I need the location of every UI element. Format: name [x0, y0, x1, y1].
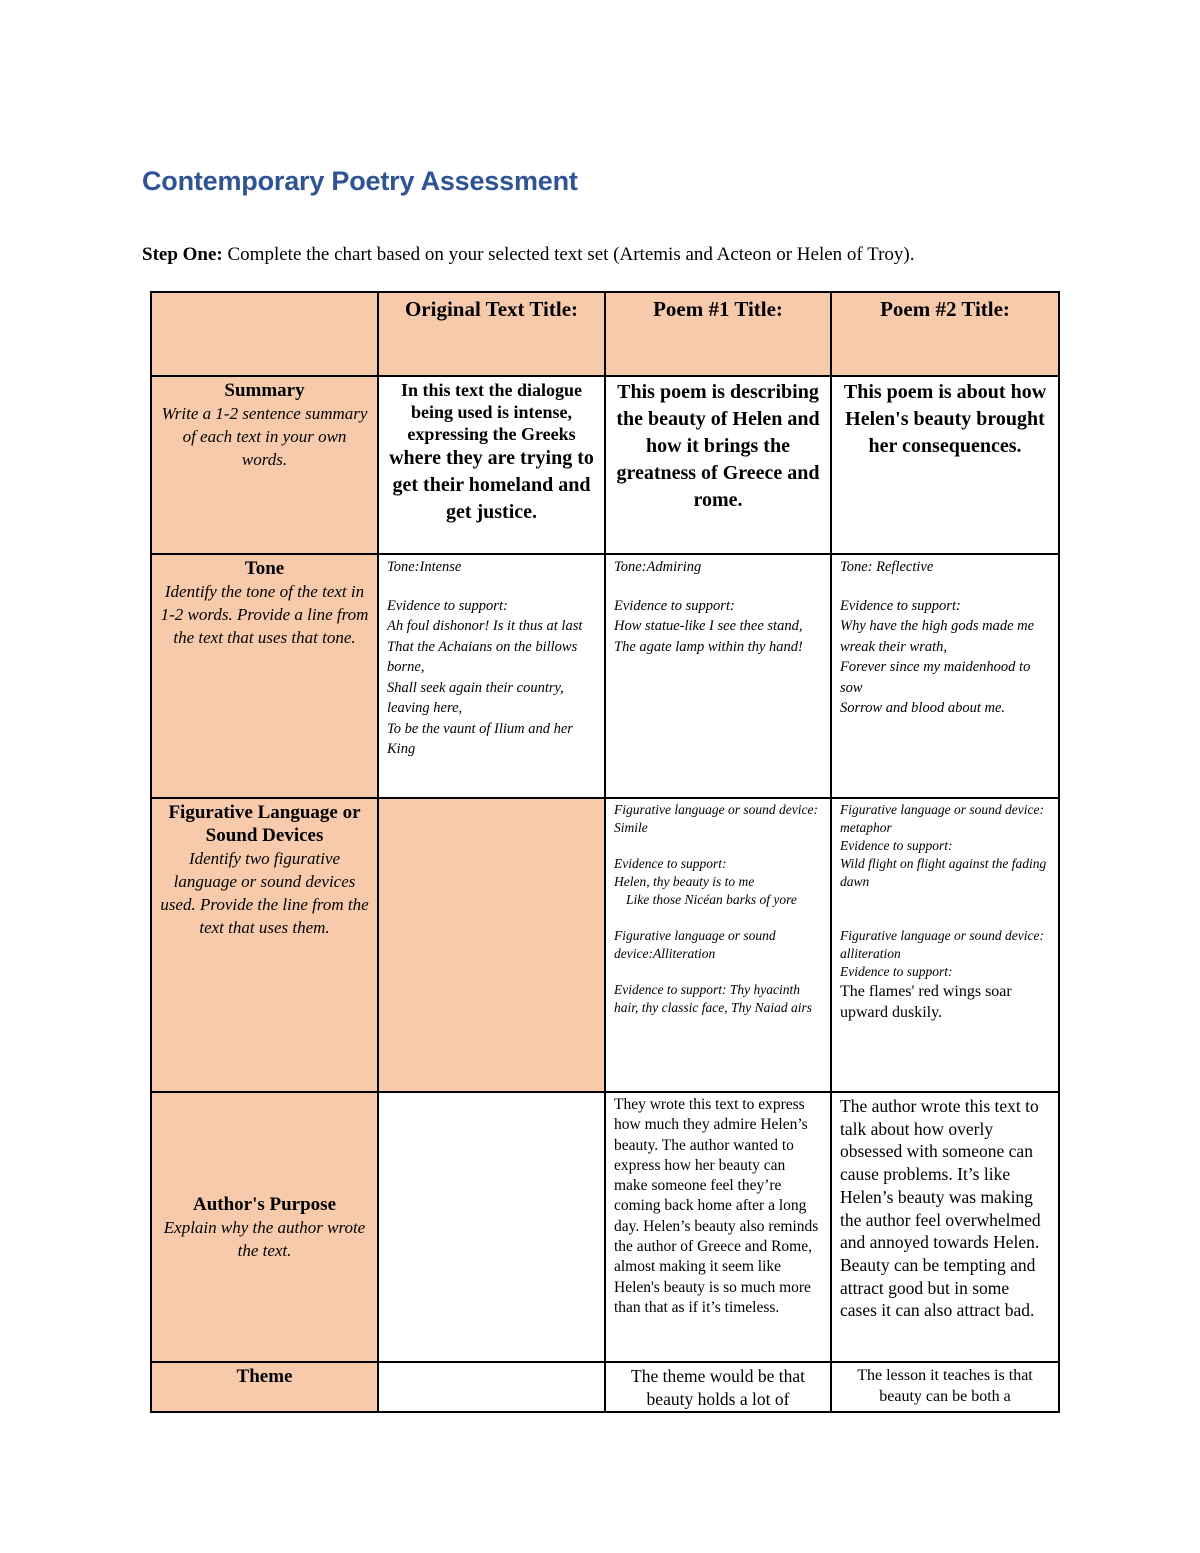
tone-poem1-line: The agate lamp within thy hand! — [614, 638, 803, 655]
tone-original-tone: Tone:Intense — [387, 559, 462, 575]
figurative-poem2-device2-label: Figurative language or sound device: — [840, 928, 1044, 943]
tone-poem2-line: Sorrow and blood about me. — [840, 700, 1006, 716]
theme-original-cell — [378, 1362, 605, 1412]
tone-poem2-line: Why have the high gods made me wreak their wrath, — [840, 618, 1035, 655]
summary-description: Write a 1-2 sentence summary of each text in your own words. — [161, 404, 368, 469]
tone-poem2-line: Forever since my maidenhood to sow — [840, 659, 1031, 696]
figurative-poem2-evidence2: The flames' red wings soar upward duskily. — [840, 983, 1012, 1021]
step-one-instructions — [142, 244, 915, 266]
figurative-poem2-evidence1: Wild flight on flight against the fading dawn — [840, 856, 1047, 889]
figurative-poem2-evidence1-label: Evidence to support: — [840, 838, 953, 853]
tone-poem2-tone: Tone: Reflective — [840, 559, 934, 575]
figurative-poem1-cell — [605, 798, 831, 1092]
summary-poem2-cell: This poem is about how Helen's beauty brought her consequences. — [831, 376, 1059, 554]
header-poem1-title: Poem #1 Title: — [605, 292, 831, 376]
summary-poem1-cell: This poem is describing the beauty of Helen and how it brings the greatness of Greece and rome. — [605, 376, 831, 554]
figurative-poem2-device1-label: Figurative language or sound device: — [840, 802, 1044, 817]
tone-original-line: Ah foul dishonor! Is it thus at last — [387, 618, 583, 634]
assessment-chart — [150, 291, 1060, 1413]
theme-poem1-text: The theme would be that beauty holds a lot of — [631, 1366, 805, 1409]
figurative-poem1-device1: Figurative language or sound device: Simile — [614, 802, 818, 835]
header-corner-cell — [151, 292, 378, 376]
theme-poem2-cell — [831, 1362, 1059, 1412]
figurative-poem1-evidence1-line1: Helen, thy beauty is to me — [614, 874, 755, 889]
purpose-description: Explain why the author wrote the text. — [163, 1217, 366, 1260]
tone-original-cell — [378, 554, 605, 798]
theme-poem1-cell — [605, 1362, 831, 1412]
tone-poem1-cell — [605, 554, 831, 798]
figurative-label: Figurative Language or Sound Devices — [168, 802, 361, 846]
tone-row — [151, 554, 1059, 798]
figurative-label-cell — [151, 798, 378, 1092]
summary-label: Summary — [224, 380, 305, 401]
purpose-row — [151, 1092, 1059, 1362]
figurative-original-cell — [378, 798, 605, 1092]
summary-original-part1: In this text the dialogue being used is intense, expressing the Greeks — [400, 380, 582, 444]
summary-label-cell — [151, 376, 378, 554]
figurative-poem1-evidence1-line2: Like those Nicéan barks of yore — [626, 892, 797, 907]
summary-original-cell — [378, 376, 605, 554]
step-label: Step One: — [142, 244, 223, 265]
theme-row — [151, 1362, 1059, 1412]
tone-original-line: Shall seek again their country, leaving here, — [387, 679, 564, 716]
tone-label: Tone — [244, 558, 285, 579]
figurative-poem2-cell — [831, 798, 1059, 1092]
purpose-label: Author's Purpose — [192, 1193, 337, 1215]
figurative-poem2-evidence2-label: Evidence to support: — [840, 964, 953, 979]
tone-poem1-line: How statue-like I see thee stand, — [614, 618, 803, 634]
theme-poem2-text: The lesson it teaches is that beauty can be both a — [857, 1367, 1033, 1405]
tone-poem2-cell — [831, 554, 1059, 798]
figurative-poem1-evidence2: Evidence to support: Thy hyacinth hair, thy classic face, Thy Naiad airs — [614, 982, 812, 1015]
figurative-poem1-device2: Figurative language or sound device:Alliteration — [614, 928, 776, 961]
tone-poem2-evidence-label: Evidence to support: — [840, 597, 961, 614]
purpose-original-cell — [378, 1092, 605, 1362]
tone-poem1-evidence-label: Evidence to support: — [614, 597, 735, 614]
figurative-poem2-device1-value: metaphor — [840, 820, 892, 835]
figurative-poem2-device2-value: alliteration — [840, 946, 901, 961]
tone-description: Identify the tone of the text in 1-2 words. Provide a line from the text that uses that tone. — [160, 582, 369, 647]
summary-original-part2: where they are trying to get their homeland and get justice. — [389, 447, 594, 523]
header-poem2-title: Poem #2 Title: — [831, 292, 1059, 376]
theme-label: Theme — [236, 1366, 293, 1387]
tone-original-line: To be the vaunt of Ilium and her King — [387, 720, 573, 757]
tone-label-cell — [151, 554, 378, 798]
header-row — [151, 292, 1059, 376]
step-text: Complete the chart based on your selected text set (Artemis and Acteon or Helen of Troy). — [222, 244, 915, 265]
figurative-poem1-evidence1-label: Evidence to support: — [614, 856, 727, 871]
summary-row — [151, 376, 1059, 554]
tone-original-line: That the Achaians on the billows borne, — [387, 638, 578, 675]
tone-poem1-tone: Tone:Admiring — [614, 559, 702, 575]
tone-original-evidence-label: Evidence to support: — [387, 597, 508, 614]
figurative-description: Identify two figurative language or sound devices used. Provide the line from the text that uses them. — [160, 849, 369, 937]
purpose-poem2-cell: The author wrote this text to talk about how overly obsessed with someone can cause problems. It’s like Helen’s beauty was making the author feel overwhelmed and annoyed towards Helen. Beauty can be tempting and attract good but in some cases it can also attract bad. — [831, 1092, 1059, 1362]
theme-label-cell — [151, 1362, 378, 1412]
purpose-poem1-cell: They wrote this text to express how much they admire Helen’s beauty. The author wanted to express how her beauty can make someone feel they’re coming back home after a long day. Helen’s beauty also reminds the author of Greece and Rome, almost making it seem like Helen's beauty is so much more than that as if it’s timeless. — [605, 1092, 831, 1362]
header-original-text-title: Original Text Title: — [378, 292, 605, 376]
purpose-label-cell — [151, 1092, 378, 1362]
figurative-row — [151, 798, 1059, 1092]
page-title: Contemporary Poetry Assessment — [142, 166, 578, 196]
